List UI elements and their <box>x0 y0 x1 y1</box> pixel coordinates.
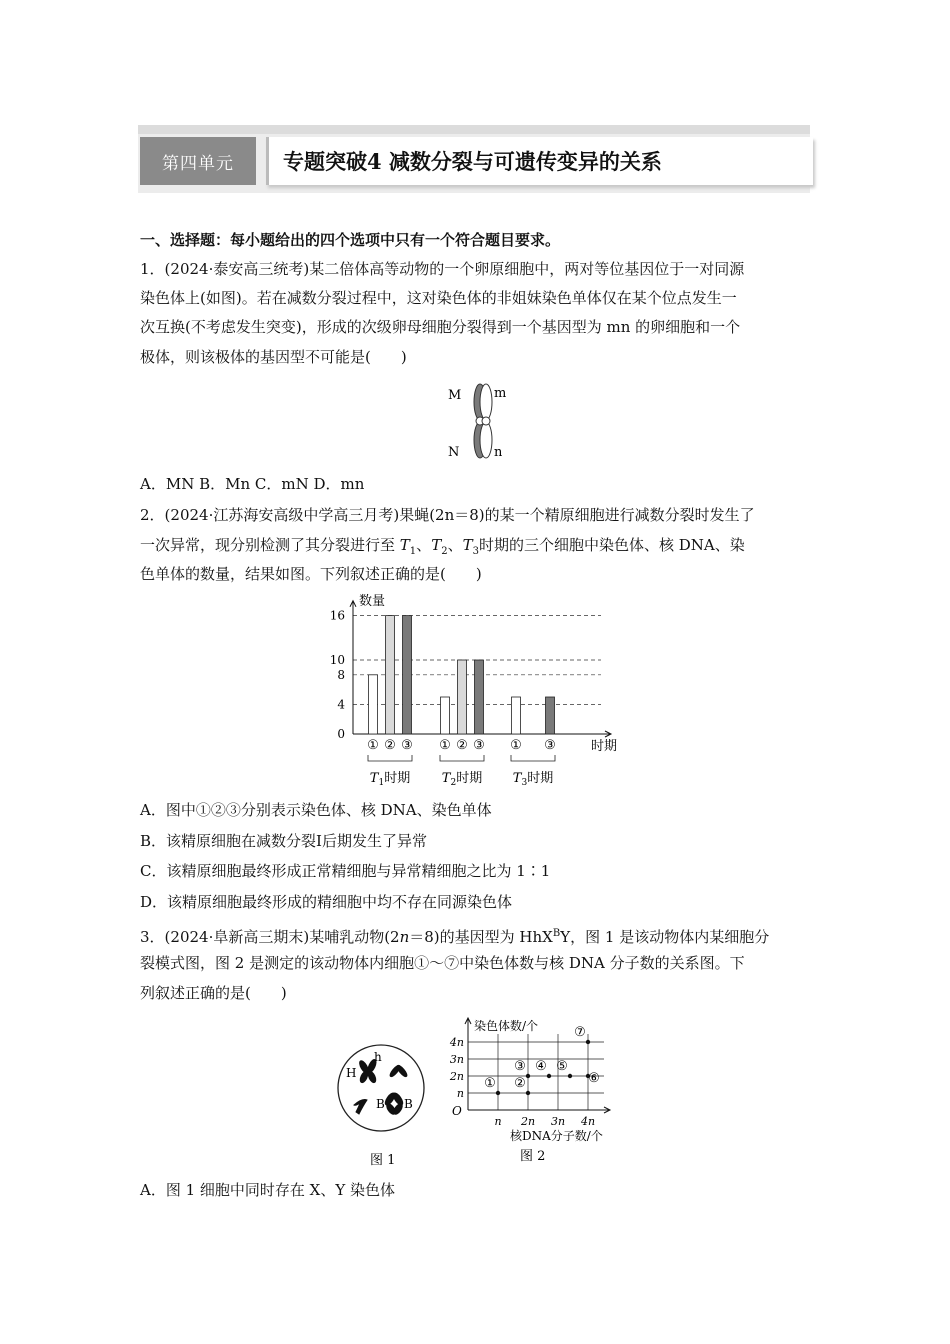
chromosome-figure <box>440 382 510 464</box>
group-bracket <box>368 755 412 761</box>
q1-options: A．MN B．Mn C．mN D．mn <box>140 475 365 493</box>
section-title: 一、选择题：每小题给出的四个选项中只有一个符合题目要求。 <box>140 231 561 249</box>
q1-line-4: 极体，则该极体的基因型不可能是( ) <box>140 348 407 366</box>
fig2-y-tick: 4n <box>449 1036 464 1049</box>
bar-key-label: ① <box>439 738 451 753</box>
gene-label-n: n <box>494 445 503 460</box>
fig2-x-tick: 3n <box>550 1115 566 1128</box>
group-bracket <box>511 755 555 761</box>
fig1-label-h: h <box>374 1050 382 1064</box>
fig1-label-B-left: B <box>376 1097 385 1111</box>
x-axis-label: 时期 <box>591 739 618 754</box>
q3-option-a: A．图 1 细胞中同时存在 X、Y 染色体 <box>140 1181 396 1199</box>
q2-line-3: 色单体的数量，结果如图。下列叙述正确的是( ) <box>140 565 482 583</box>
bar-key-label: ① <box>367 738 379 753</box>
fig2-x-tick: 2n <box>520 1115 536 1128</box>
bar-key-label: ② <box>384 738 396 753</box>
y-tick-label: 8 <box>337 667 345 682</box>
fig2-point-label: ⑥ <box>588 1071 600 1086</box>
fig2-x-tick: n <box>494 1115 502 1128</box>
bar-key-label: ② <box>456 738 468 753</box>
group-label: $T_1$时期 <box>369 771 411 788</box>
fig2-point-label: ② <box>514 1076 526 1091</box>
bar <box>546 697 555 734</box>
fig2-y-tick: 2n <box>449 1070 464 1083</box>
bar <box>458 660 467 734</box>
y-axis-label: 数量 <box>359 593 386 609</box>
fig2-x-label: 核DNA分子数/个 <box>510 1129 603 1143</box>
q1-line-2: 染色体上(如图)。若在减数分裂过程中，这对染色体的非姐妹染色单体仅在某个位点发生一 <box>140 289 737 307</box>
group-label: $T_3$时期 <box>512 771 554 788</box>
q3-line-3: 列叙述正确的是( ) <box>140 984 287 1002</box>
q2-option-a: A．图中①②③分别表示染色体、核 DNA、染色单体 <box>140 801 492 819</box>
gene-label-N: N <box>448 445 460 460</box>
bar <box>403 616 412 734</box>
q3-figure-1 <box>334 1040 434 1170</box>
fig2-point-label: ⑦ <box>574 1025 586 1040</box>
fig2-point-label: ① <box>484 1076 496 1091</box>
bar-key-label: ③ <box>544 738 556 753</box>
gene-label-M: M <box>448 388 462 403</box>
fig1-caption: 图 1 <box>370 1153 396 1168</box>
group-bracket <box>440 755 484 761</box>
bar <box>512 697 521 734</box>
q2-line-2: 一次异常，现分别检测了其分裂进行至 $T_1$、$T_2$、$T_3$时期的三个细胞中染色体、核 DNA、染 <box>140 536 745 557</box>
fig2-origin: O <box>452 1104 462 1118</box>
q3-line-2: 裂模式图，图 2 是测定的该动物体内细胞①～⑦中染色体数与核 DNA 分子数的关系图。下 <box>140 954 745 972</box>
q2-option-b: B．该精原细胞在减数分裂Ⅰ后期发生了异常 <box>140 832 427 850</box>
gene-label-m: m <box>494 386 507 401</box>
bar <box>475 660 484 734</box>
bar <box>441 697 450 734</box>
bar-key-label: ③ <box>473 738 485 753</box>
fig2-point <box>586 1040 590 1044</box>
fig2-point <box>568 1074 572 1078</box>
fig2-point-label: ⑤ <box>556 1059 568 1074</box>
y-tick-label: 0 <box>337 727 345 741</box>
q3-figure-2 <box>440 1014 620 1172</box>
fig2-point <box>547 1074 551 1078</box>
q1-line-1: 1．(2024·泰安高三统考)某二倍体高等动物的一个卵原细胞中，两对等位基因位于一对同源 <box>140 260 745 278</box>
q2-option-d: D．该精原细胞最终形成的精细胞中均不存在同源染色体 <box>140 893 513 911</box>
group-label: $T_2$时期 <box>441 771 483 788</box>
q2-line-1: 2．(2024·江苏海安高级中学高三月考)果蝇(2n＝8)的某一个精原细胞进行减数分裂时发生了 <box>140 506 755 524</box>
fig2-y-tick: n <box>456 1087 464 1100</box>
q3-line-1: 3．(2024·阜新高三期末)某哺乳动物(2n＝8)的基因型为 HhX$^B$Y，图 1 是该动物体内某细胞分 <box>140 928 770 946</box>
fig2-point <box>526 1074 530 1078</box>
bar <box>386 616 395 734</box>
y-tick-label: 16 <box>329 608 345 623</box>
fig2-caption: 图 2 <box>520 1149 546 1164</box>
fig2-point-label: ③ <box>514 1059 526 1074</box>
unit-label: 第四单元 <box>140 137 256 185</box>
fig2-point-label: ④ <box>535 1059 547 1074</box>
fig2-point <box>526 1091 530 1095</box>
q2-bar-chart <box>315 590 635 795</box>
bar-key-label: ③ <box>401 738 413 753</box>
y-tick-label: 10 <box>329 653 345 667</box>
title-box <box>266 137 813 185</box>
bar <box>369 675 378 734</box>
fig2-point <box>496 1091 500 1095</box>
fig1-label-B-right: B <box>404 1097 413 1111</box>
bar-key-label: ① <box>510 738 522 753</box>
y-tick-label: 4 <box>337 697 345 712</box>
page-title: 专题突破4 减数分裂与可遗传变异的关系 <box>283 149 662 174</box>
q1-line-3: 次互换(不考虑发生突变)，形成的次级卵母细胞分裂得到一个基因型为 mn 的卵细胞和一个 <box>140 318 741 336</box>
fig2-y-label: 染色体数/个 <box>474 1019 539 1033</box>
fig2-y-tick: 3n <box>449 1053 464 1066</box>
fig1-label-H: H <box>346 1066 357 1080</box>
fig2-x-tick: 4n <box>580 1115 596 1128</box>
q2-option-c: C．该精原细胞最终形成正常精细胞与异常精细胞之比为 1∶1 <box>140 862 551 880</box>
